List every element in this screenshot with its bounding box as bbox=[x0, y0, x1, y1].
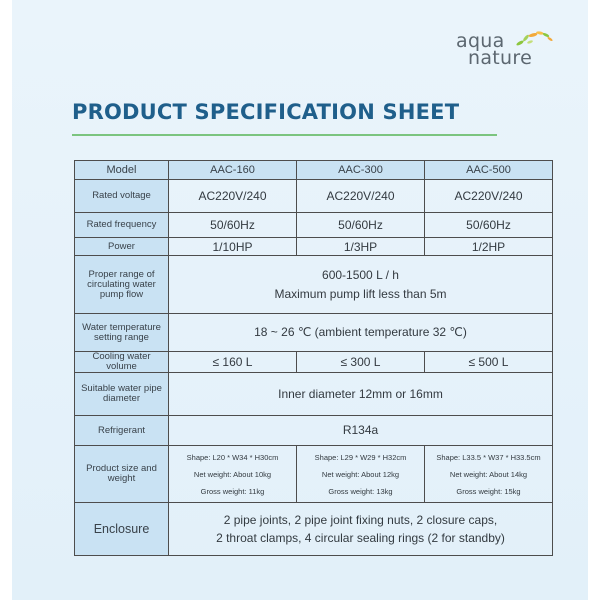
net-weight-text: Net weight: About 12kg bbox=[321, 469, 400, 479]
table-row-model bbox=[75, 161, 553, 180]
cell-value: AC220V/240 bbox=[169, 180, 297, 213]
pump-lift: Maximum pump lift less than 5m bbox=[274, 286, 447, 301]
row-label: Proper range of circulating water pump flow bbox=[75, 256, 169, 314]
title-underline bbox=[72, 134, 497, 136]
table-row-pipe-diameter bbox=[75, 373, 553, 416]
gross-weight-text: Gross weight: 15kg bbox=[456, 486, 521, 496]
cell-value: ≤ 300 L bbox=[297, 352, 425, 373]
table-row-enclosure bbox=[75, 503, 553, 556]
pipe-value: Inner diameter 12mm or 16mm bbox=[169, 373, 553, 416]
cell-value: 1/3HP bbox=[297, 238, 425, 256]
leaf-spray-icon bbox=[512, 29, 556, 49]
row-label: Enclosure bbox=[75, 503, 169, 556]
page-title: PRODUCT SPECIFICATION SHEET bbox=[72, 100, 460, 124]
net-weight-text: Net weight: About 14kg bbox=[449, 469, 528, 479]
cell-value: 50/60Hz bbox=[425, 213, 553, 238]
size-weight-cell bbox=[169, 446, 297, 503]
cell-value: AC220V/240 bbox=[297, 180, 425, 213]
model-name: AAC-160 bbox=[169, 161, 297, 180]
gross-weight-text: Gross weight: 13kg bbox=[328, 486, 393, 496]
water-temp-value: 18 ~ 26 ℃ (ambient temperature 32 ℃) bbox=[169, 314, 553, 352]
brand-line-2: nature bbox=[468, 47, 533, 69]
row-label: Power bbox=[75, 238, 169, 256]
table-row-cooling-volume bbox=[75, 352, 553, 373]
row-label: Water temperature setting range bbox=[75, 314, 169, 352]
model-label: Model bbox=[75, 161, 169, 180]
cell-value: 1/2HP bbox=[425, 238, 553, 256]
row-label: Product size and weight bbox=[75, 446, 169, 503]
net-weight-text: Net weight: About 10kg bbox=[193, 469, 272, 479]
table-row-rated-frequency bbox=[75, 213, 553, 238]
size-weight-cell bbox=[297, 446, 425, 503]
flow-value bbox=[169, 256, 553, 314]
model-name: AAC-300 bbox=[297, 161, 425, 180]
table-row-refrigerant bbox=[75, 416, 553, 446]
shape-text: Shape: L33.5 * W37 * H33.5cm bbox=[436, 452, 541, 462]
refrigerant-value: R134a bbox=[169, 416, 553, 446]
table-row-power bbox=[75, 238, 553, 256]
cell-value: ≤ 160 L bbox=[169, 352, 297, 373]
flow-range: 600-1500 L / h bbox=[322, 267, 399, 282]
row-label: Rated frequency bbox=[75, 213, 169, 238]
table-row-flow bbox=[75, 256, 553, 314]
enclosure-line-1: 2 pipe joints, 2 pipe joint fixing nuts, 2 closure caps, bbox=[223, 513, 498, 527]
row-label: Rated voltage bbox=[75, 180, 169, 213]
size-weight-cell bbox=[425, 446, 553, 503]
cell-value: 50/60Hz bbox=[297, 213, 425, 238]
row-label: Cooling water volume bbox=[75, 352, 169, 373]
gross-weight-text: Gross weight: 11kg bbox=[200, 486, 265, 496]
shape-text: Shape: L20 * W34 * H30cm bbox=[186, 452, 279, 462]
spec-sheet-page bbox=[12, 0, 588, 600]
row-label: Suitable water pipe diameter bbox=[75, 373, 169, 416]
model-name: AAC-500 bbox=[425, 161, 553, 180]
cell-value: 50/60Hz bbox=[169, 213, 297, 238]
table-row-water-temp bbox=[75, 314, 553, 352]
shape-text: Shape: L29 * W29 * H32cm bbox=[314, 452, 407, 462]
cell-value: 1/10HP bbox=[169, 238, 297, 256]
brand-line-1: aqua bbox=[456, 30, 505, 52]
row-label: Refrigerant bbox=[75, 416, 169, 446]
cell-value: AC220V/240 bbox=[425, 180, 553, 213]
spec-table bbox=[74, 160, 553, 556]
table-row-size-weight bbox=[75, 446, 553, 503]
table-row-rated-voltage bbox=[75, 180, 553, 213]
enclosure-line-2: 2 throat clamps, 4 circular sealing rings (2 for standby) bbox=[216, 531, 505, 545]
enclosure-value bbox=[169, 503, 553, 556]
cell-value: ≤ 500 L bbox=[425, 352, 553, 373]
